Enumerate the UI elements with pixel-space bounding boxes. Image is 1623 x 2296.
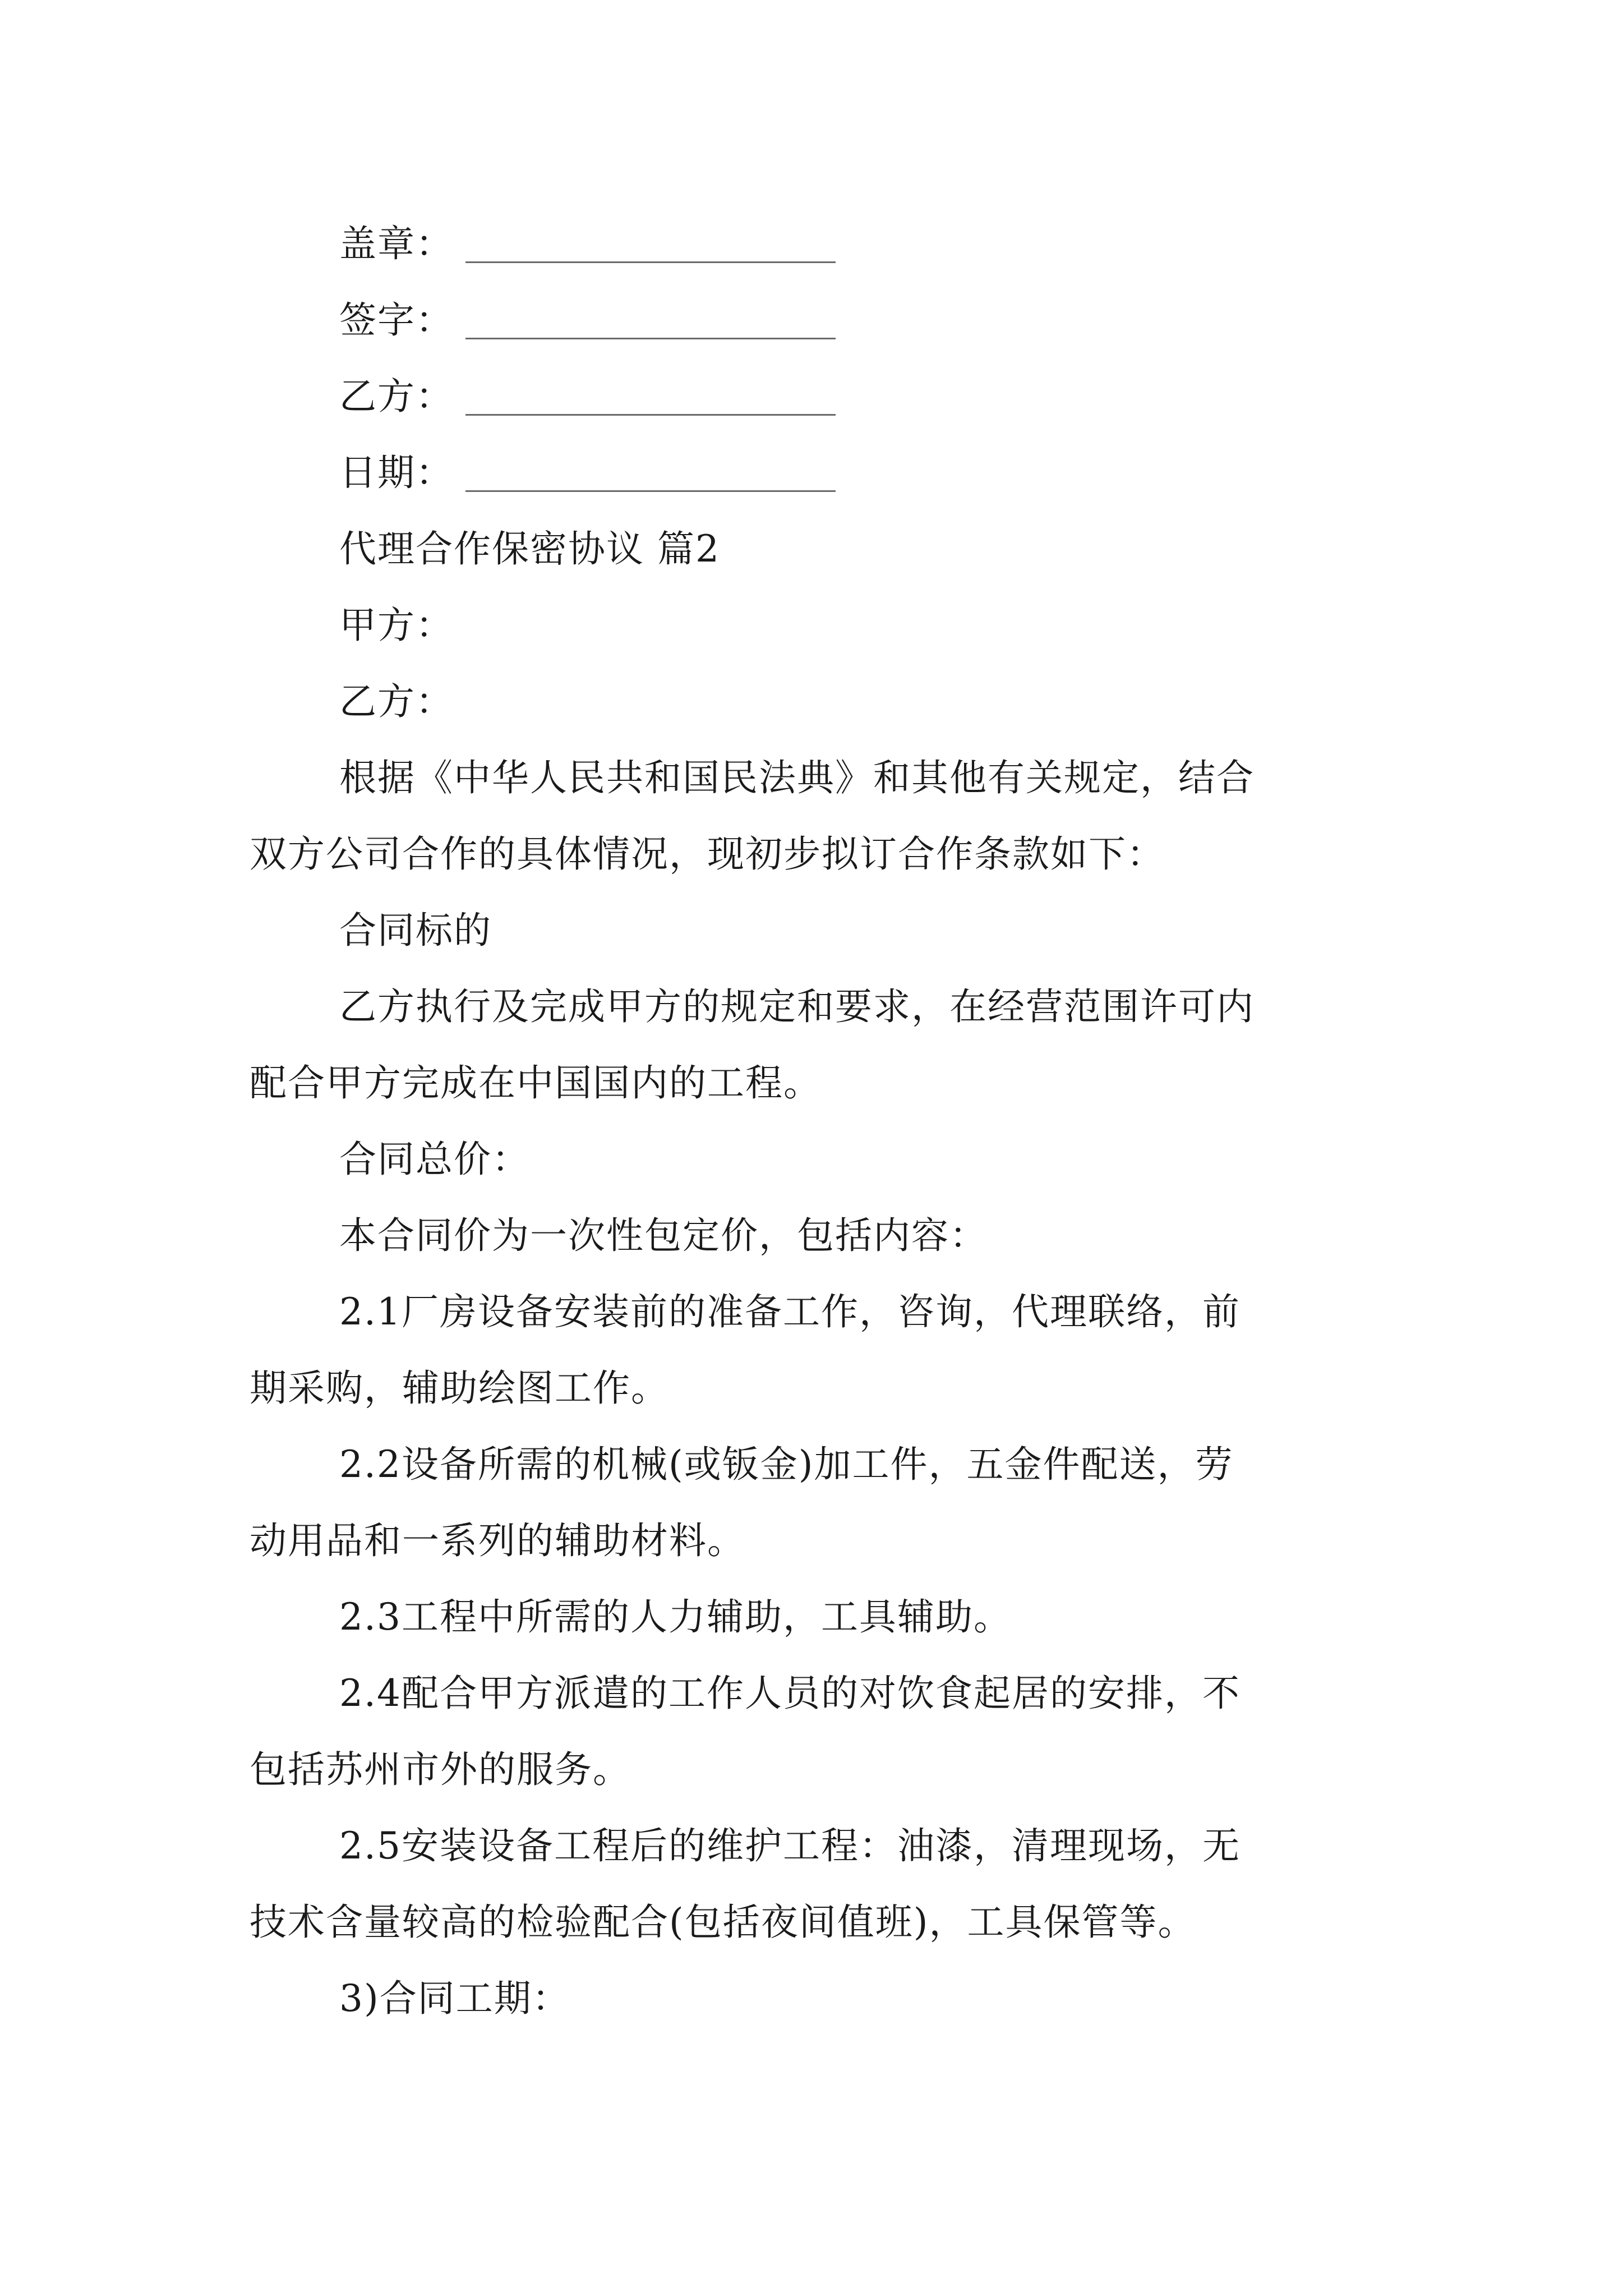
item-2-2-line-1: 2.2设备所需的机械(或钣金)加工件，五金件配送，劳 xyxy=(339,1443,1234,1486)
seal-label: 盖章： xyxy=(339,222,454,265)
section-1-title: 合同标的 xyxy=(339,909,492,952)
intro-line-2: 双方公司合作的具体情况，现初步拟订合作条款如下： xyxy=(250,832,1165,876)
item-2-4-line-1: 2.4配合甲方派遣的工作人员的对饮食起居的安排，不 xyxy=(339,1672,1241,1715)
section-2-intro: 本合同价为一次性包定价，包括内容： xyxy=(339,1214,988,1257)
section-2-title: 合同总价： xyxy=(339,1138,530,1181)
signature-blank xyxy=(465,338,836,339)
item-2-1-line-2: 期采购，辅助绘图工作。 xyxy=(250,1366,669,1410)
signature-label: 签字： xyxy=(339,298,454,342)
item-2-5-line-1: 2.5安装设备工程后的维护工程：油漆，清理现场，无 xyxy=(339,1824,1241,1867)
party-b-sign-label: 乙方： xyxy=(339,375,454,418)
date-label: 日期： xyxy=(339,451,454,494)
party-b-label: 乙方： xyxy=(339,680,454,723)
section-1-body-line-2: 配合甲方完成在中国国内的工程。 xyxy=(250,1061,822,1105)
item-2-1-line-1: 2.1厂房设备安装前的准备工作，咨询，代理联络，前 xyxy=(339,1290,1241,1333)
section-3-title: 3)合同工期： xyxy=(339,1977,570,2020)
item-2-5-line-2: 技术含量较高的检验配合(包括夜间值班)，工具保管等。 xyxy=(250,1901,1196,1944)
item-2-2-line-2: 动用品和一系列的辅助材料。 xyxy=(250,1519,745,1562)
party-b-sign-blank xyxy=(465,414,836,416)
item-2-4-line-2: 包括苏州市外的服务。 xyxy=(250,1748,631,1791)
party-a-label: 甲方： xyxy=(339,604,454,647)
agreement-heading: 代理合作保密协议 篇2 xyxy=(339,527,720,570)
date-blank xyxy=(465,490,836,492)
intro-line-1: 根据《中华人民共和国民法典》和其他有关规定，结合 xyxy=(339,756,1255,799)
item-2-3-line-1: 2.3工程中所需的人力辅助，工具辅助。 xyxy=(339,1595,1012,1639)
seal-blank xyxy=(465,261,836,263)
section-1-body-line-1: 乙方执行及完成甲方的规定和要求，在经营范围许可内 xyxy=(339,985,1255,1028)
